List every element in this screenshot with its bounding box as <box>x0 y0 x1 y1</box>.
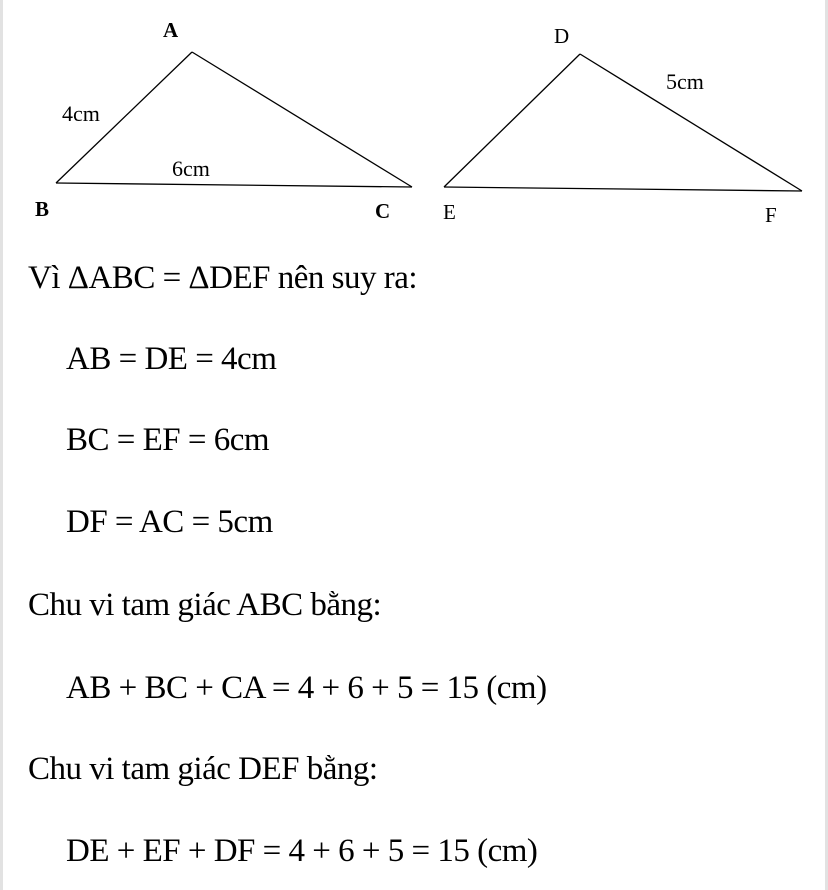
side-ac <box>192 52 412 187</box>
congruence-statement: Vì ΔABC = ΔDEF nên suy ra: <box>28 260 418 296</box>
triangles-drawing <box>0 0 828 240</box>
perimeter-abc-heading: Chu vi tam giác ABC bằng: <box>28 587 382 623</box>
side-ef <box>444 187 802 191</box>
vertex-label-b: B <box>35 197 50 221</box>
equality-bc-ef: BC = EF = 6cm <box>66 422 270 458</box>
side-label-bc: 6cm <box>172 156 210 181</box>
vertex-label-f: F <box>765 203 777 227</box>
vertex-label-a: A <box>163 18 179 42</box>
equality-ab-de: AB = DE = 4cm <box>66 341 277 377</box>
triangle-def <box>444 54 802 191</box>
side-de <box>444 54 580 187</box>
equality-df-ac: DF = AC = 5cm <box>66 504 273 540</box>
perimeter-abc-formula: AB + BC + CA = 4 + 6 + 5 = 15 (cm) <box>66 670 547 706</box>
perimeter-def-heading: Chu vi tam giác DEF bằng: <box>28 751 378 787</box>
perimeter-def-formula: DE + EF + DF = 4 + 6 + 5 = 15 (cm) <box>66 833 538 869</box>
vertex-label-c: C <box>375 199 391 223</box>
vertex-label-d: D <box>554 24 570 48</box>
triangle-abc <box>56 52 412 187</box>
vertex-label-e: E <box>443 200 456 224</box>
side-label-ab: 4cm <box>62 101 100 126</box>
side-bc <box>56 183 412 187</box>
side-label-df: 5cm <box>666 69 704 94</box>
triangles-figure <box>0 0 828 240</box>
